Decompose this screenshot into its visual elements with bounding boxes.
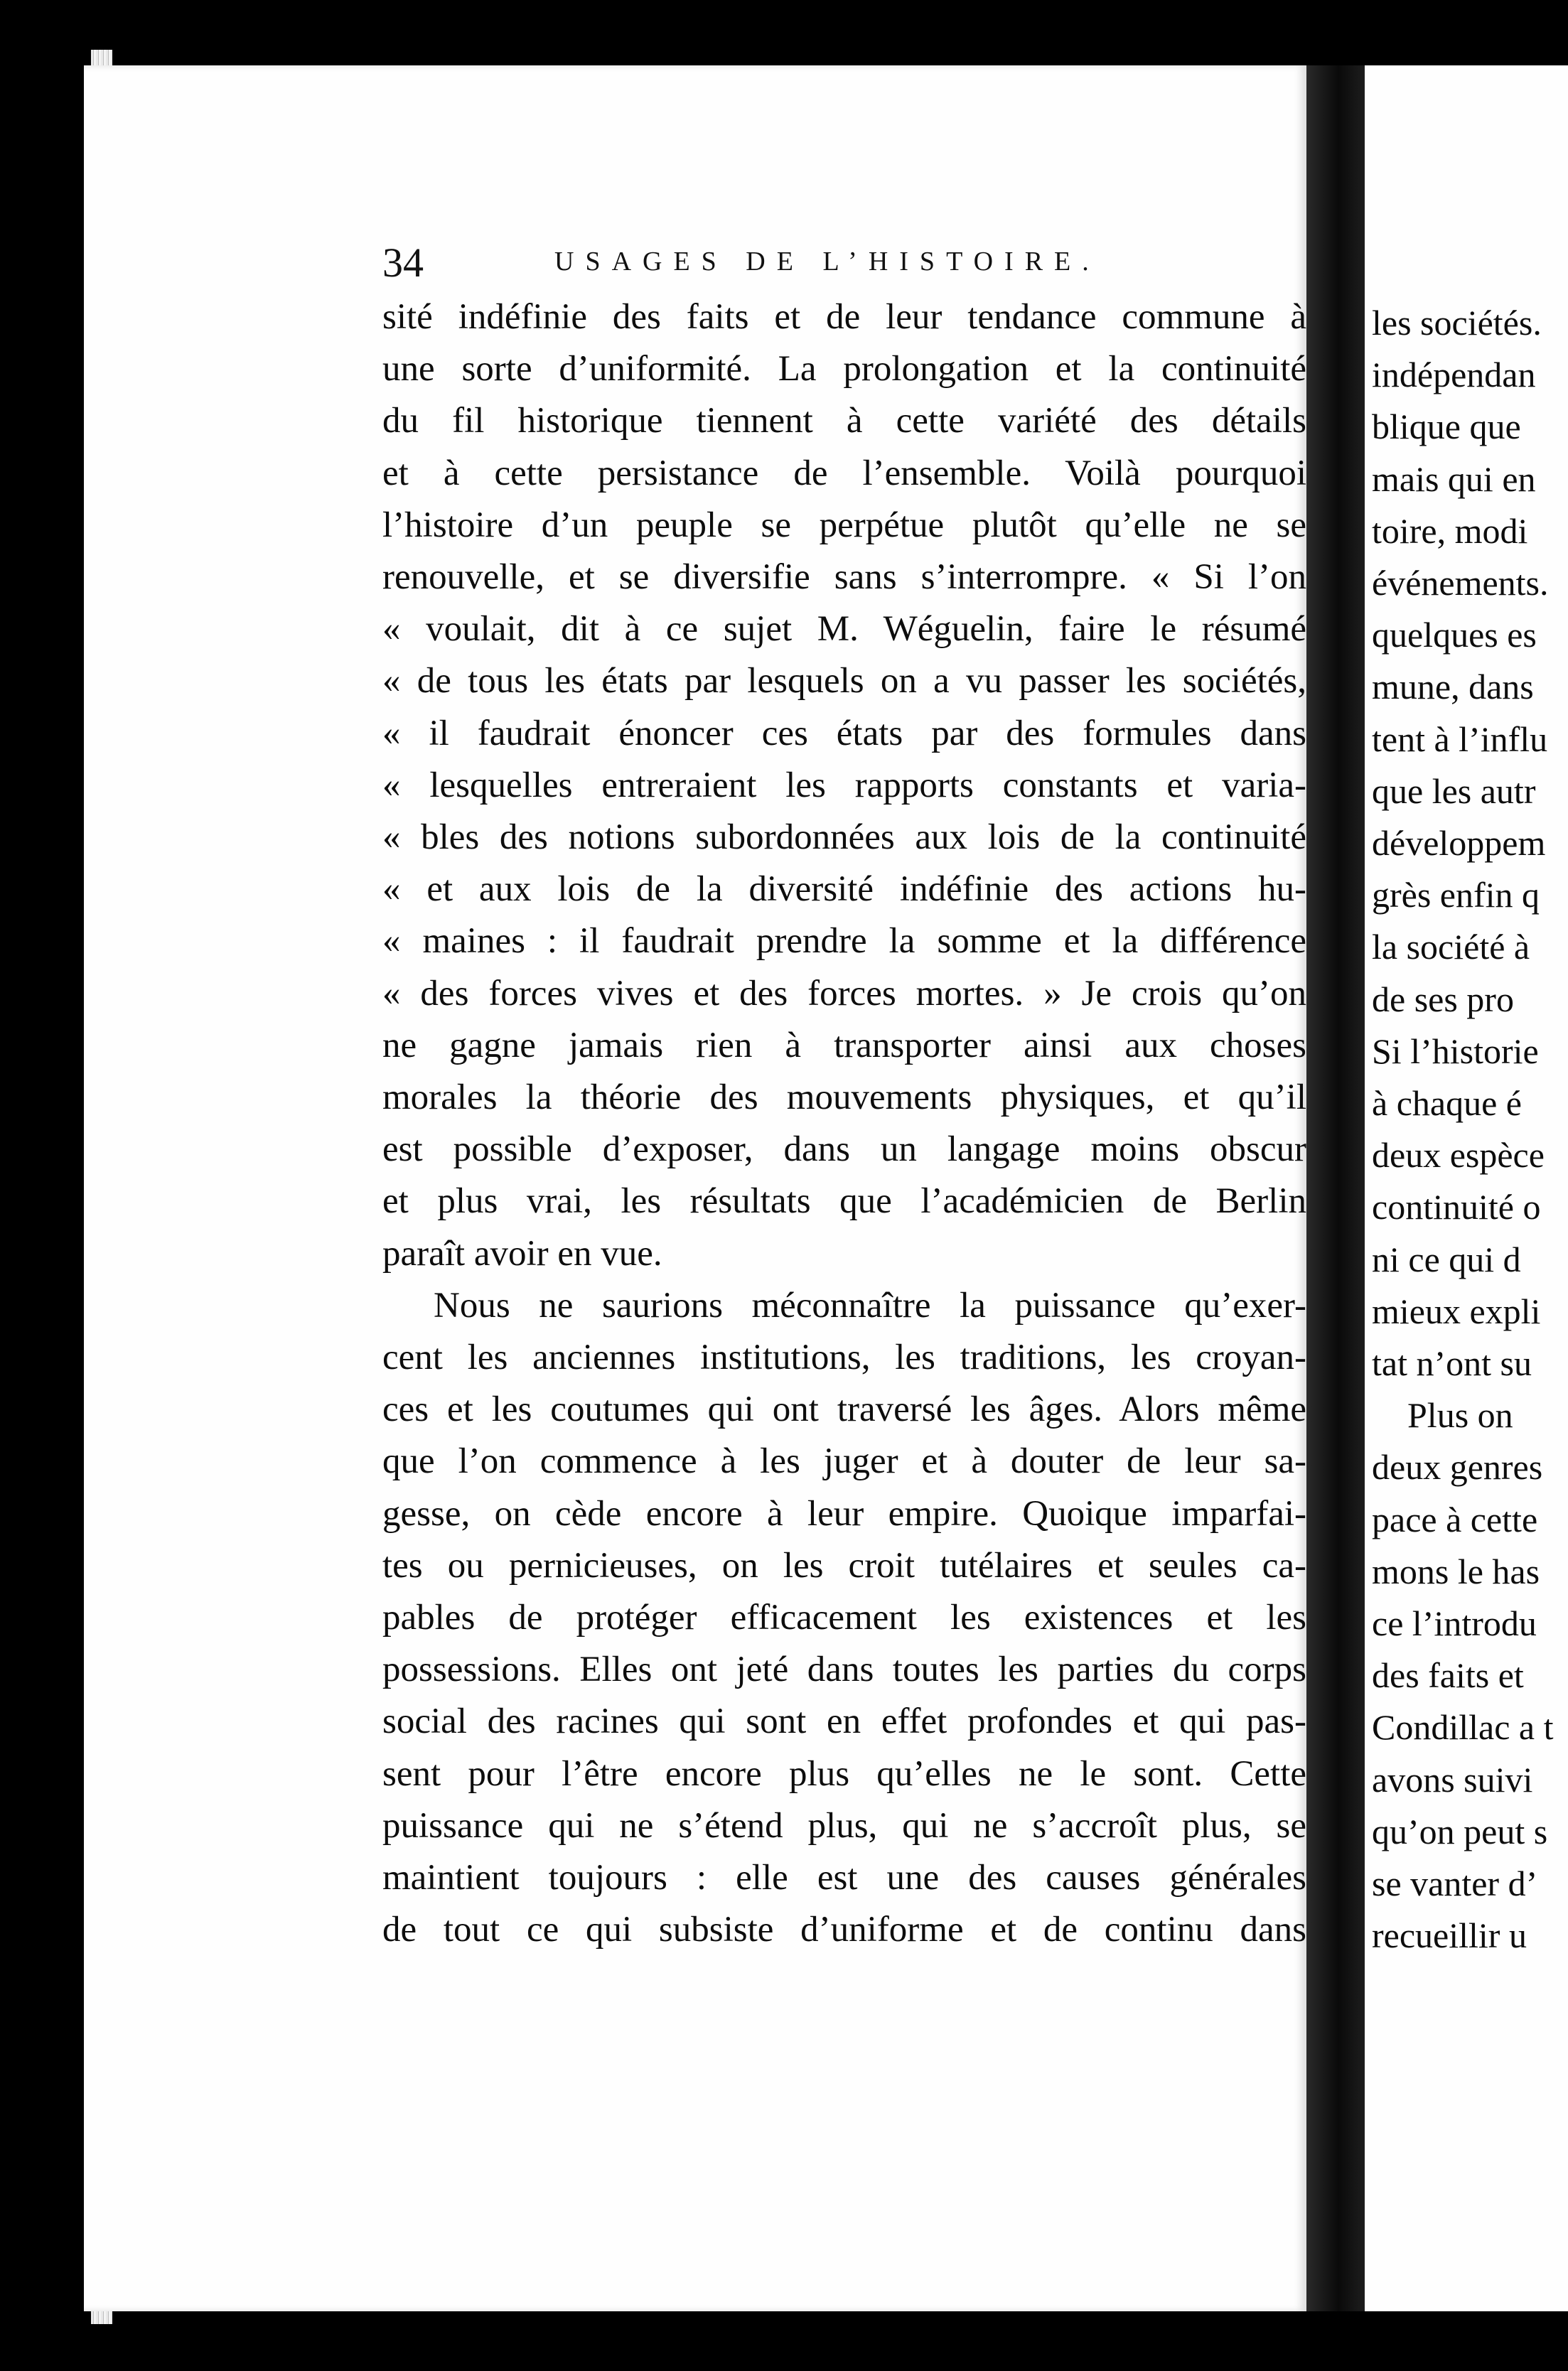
text-line: « il faudrait énoncer ces états par des formules dans <box>382 713 1306 753</box>
text-line: « voulait, dit à ce sujet M. Wéguelin, faire le résumé <box>382 609 1306 650</box>
text-line: Si l’historie <box>1372 1031 1539 1071</box>
text-line: mune, dans <box>1372 667 1534 707</box>
text-line: mieux expli <box>1372 1291 1541 1331</box>
book-gutter <box>1306 65 1365 2311</box>
text-line: de ses pro <box>1372 979 1514 1019</box>
text-line: pables de protéger efficacement les existences et les <box>382 1598 1306 1638</box>
text-line: la société à <box>1372 927 1530 967</box>
text-line: sité indéfinie des faits et de leur tendance commune à <box>382 297 1306 337</box>
text-line: social des racines qui sont en effet profondes et qui pas- <box>382 1701 1306 1742</box>
text-line: pace à cette <box>1372 1499 1538 1539</box>
text-line: grès enfin q <box>1372 875 1540 915</box>
text-line: de tout ce qui subsiste d’uniforme et de continu dans <box>382 1910 1306 1950</box>
text-line: qu’on peut s <box>1372 1811 1548 1851</box>
text-line: continuité o <box>1372 1187 1541 1227</box>
text-line: « lesquelles entreraient les rapports constants et varia- <box>382 765 1306 805</box>
text-line: quelques es <box>1372 615 1537 655</box>
text-line: Plus on <box>1407 1395 1513 1436</box>
text-line: Condillac a t <box>1372 1707 1554 1748</box>
page-number: 34 <box>382 240 424 286</box>
text-line: ne gagne jamais rien à transporter ainsi aux choses <box>382 1025 1306 1065</box>
text-line: tat n’ont su <box>1372 1343 1532 1384</box>
text-line: et plus vrai, les résultats que l’académicien de Berlin <box>382 1181 1306 1222</box>
left-page-text <box>382 291 1306 1957</box>
text-line: puissance qui ne s’étend plus, qui ne s’accroît plus, se <box>382 1805 1306 1846</box>
running-head: USAGES DE L’HISTOIRE. <box>554 247 1100 276</box>
text-line: cent les anciennes institutions, les traditions, les croyan- <box>382 1338 1306 1378</box>
text-line: développem <box>1372 823 1546 864</box>
text-line: morales la théorie des mouvements physiques, et qu’il <box>382 1077 1306 1118</box>
text-line: à chaque é <box>1372 1083 1522 1124</box>
text-line: deux genres <box>1372 1447 1543 1488</box>
text-line: ces et les coutumes qui ont traversé les âges. Alors même <box>382 1389 1306 1430</box>
text-line: blique que <box>1372 407 1521 447</box>
text-line: sent pour l’être encore plus qu’elles ne le sont. Cette <box>382 1753 1306 1794</box>
text-line: que l’on commence à les juger et à douter de leur sa- <box>382 1441 1306 1482</box>
text-line: « maines : il faudrait prendre la somme et la différence <box>382 921 1306 962</box>
text-line: « de tous les états par lesquels on a vu passer les sociétés, <box>382 661 1306 701</box>
text-line: recueillir u <box>1372 1915 1527 1956</box>
text-line: tent à l’influ <box>1372 719 1548 759</box>
text-line: mons le has <box>1372 1551 1540 1591</box>
text-line: deux espèce <box>1372 1135 1545 1176</box>
text-line: des faits et <box>1372 1655 1524 1696</box>
text-line: ni ce qui d <box>1372 1239 1521 1279</box>
text-line: maintient toujours : elle est une des causes générales <box>382 1858 1306 1898</box>
right-page-text <box>1372 297 1568 1962</box>
text-line: événements. <box>1372 563 1549 603</box>
text-line: du fil historique tiennent à cette variété des détails <box>382 401 1306 441</box>
text-line: l’histoire d’un peuple se perpétue plutôt qu’elle ne se <box>382 505 1306 545</box>
text-line: tes ou pernicieuses, on les croit tutélaires et seules ca- <box>382 1545 1306 1586</box>
text-line: que les autr <box>1372 770 1536 811</box>
text-line: se vanter d’ <box>1372 1864 1538 1904</box>
text-line: est possible d’exposer, dans un langage moins obscur <box>382 1129 1306 1170</box>
text-line: indépendan <box>1372 355 1536 395</box>
text-line: renouvelle, et se diversifie sans s’interrompre. « Si l’on <box>382 557 1306 598</box>
text-line: ce l’introdu <box>1372 1603 1537 1644</box>
text-line: possessions. Elles ont jeté dans toutes les parties du corps <box>382 1650 1306 1690</box>
text-line: et à cette persistance de l’ensemble. Voilà pourquoi <box>382 453 1306 493</box>
text-line: « des forces vives et des forces mortes. » Je crois qu’on <box>382 973 1306 1014</box>
text-line: « bles des notions subordonnées aux lois de la continuité <box>382 817 1306 858</box>
text-line: « et aux lois de la diversité indéfinie des actions hu- <box>382 869 1306 910</box>
text-line: mais qui en <box>1372 458 1536 499</box>
text-line: paraît avoir en vue. <box>382 1233 662 1274</box>
text-line: toire, modi <box>1372 510 1528 551</box>
text-line: avons suivi <box>1372 1759 1533 1800</box>
text-line: gesse, on cède encore à leur empire. Quoique imparfai- <box>382 1493 1306 1534</box>
text-line: Nous ne saurions méconnaître la puissance qu’exer- <box>434 1285 1306 1326</box>
text-line: les sociétés. <box>1372 303 1542 343</box>
text-line: une sorte d’uniformité. La prolongation et la continuité <box>382 349 1306 389</box>
